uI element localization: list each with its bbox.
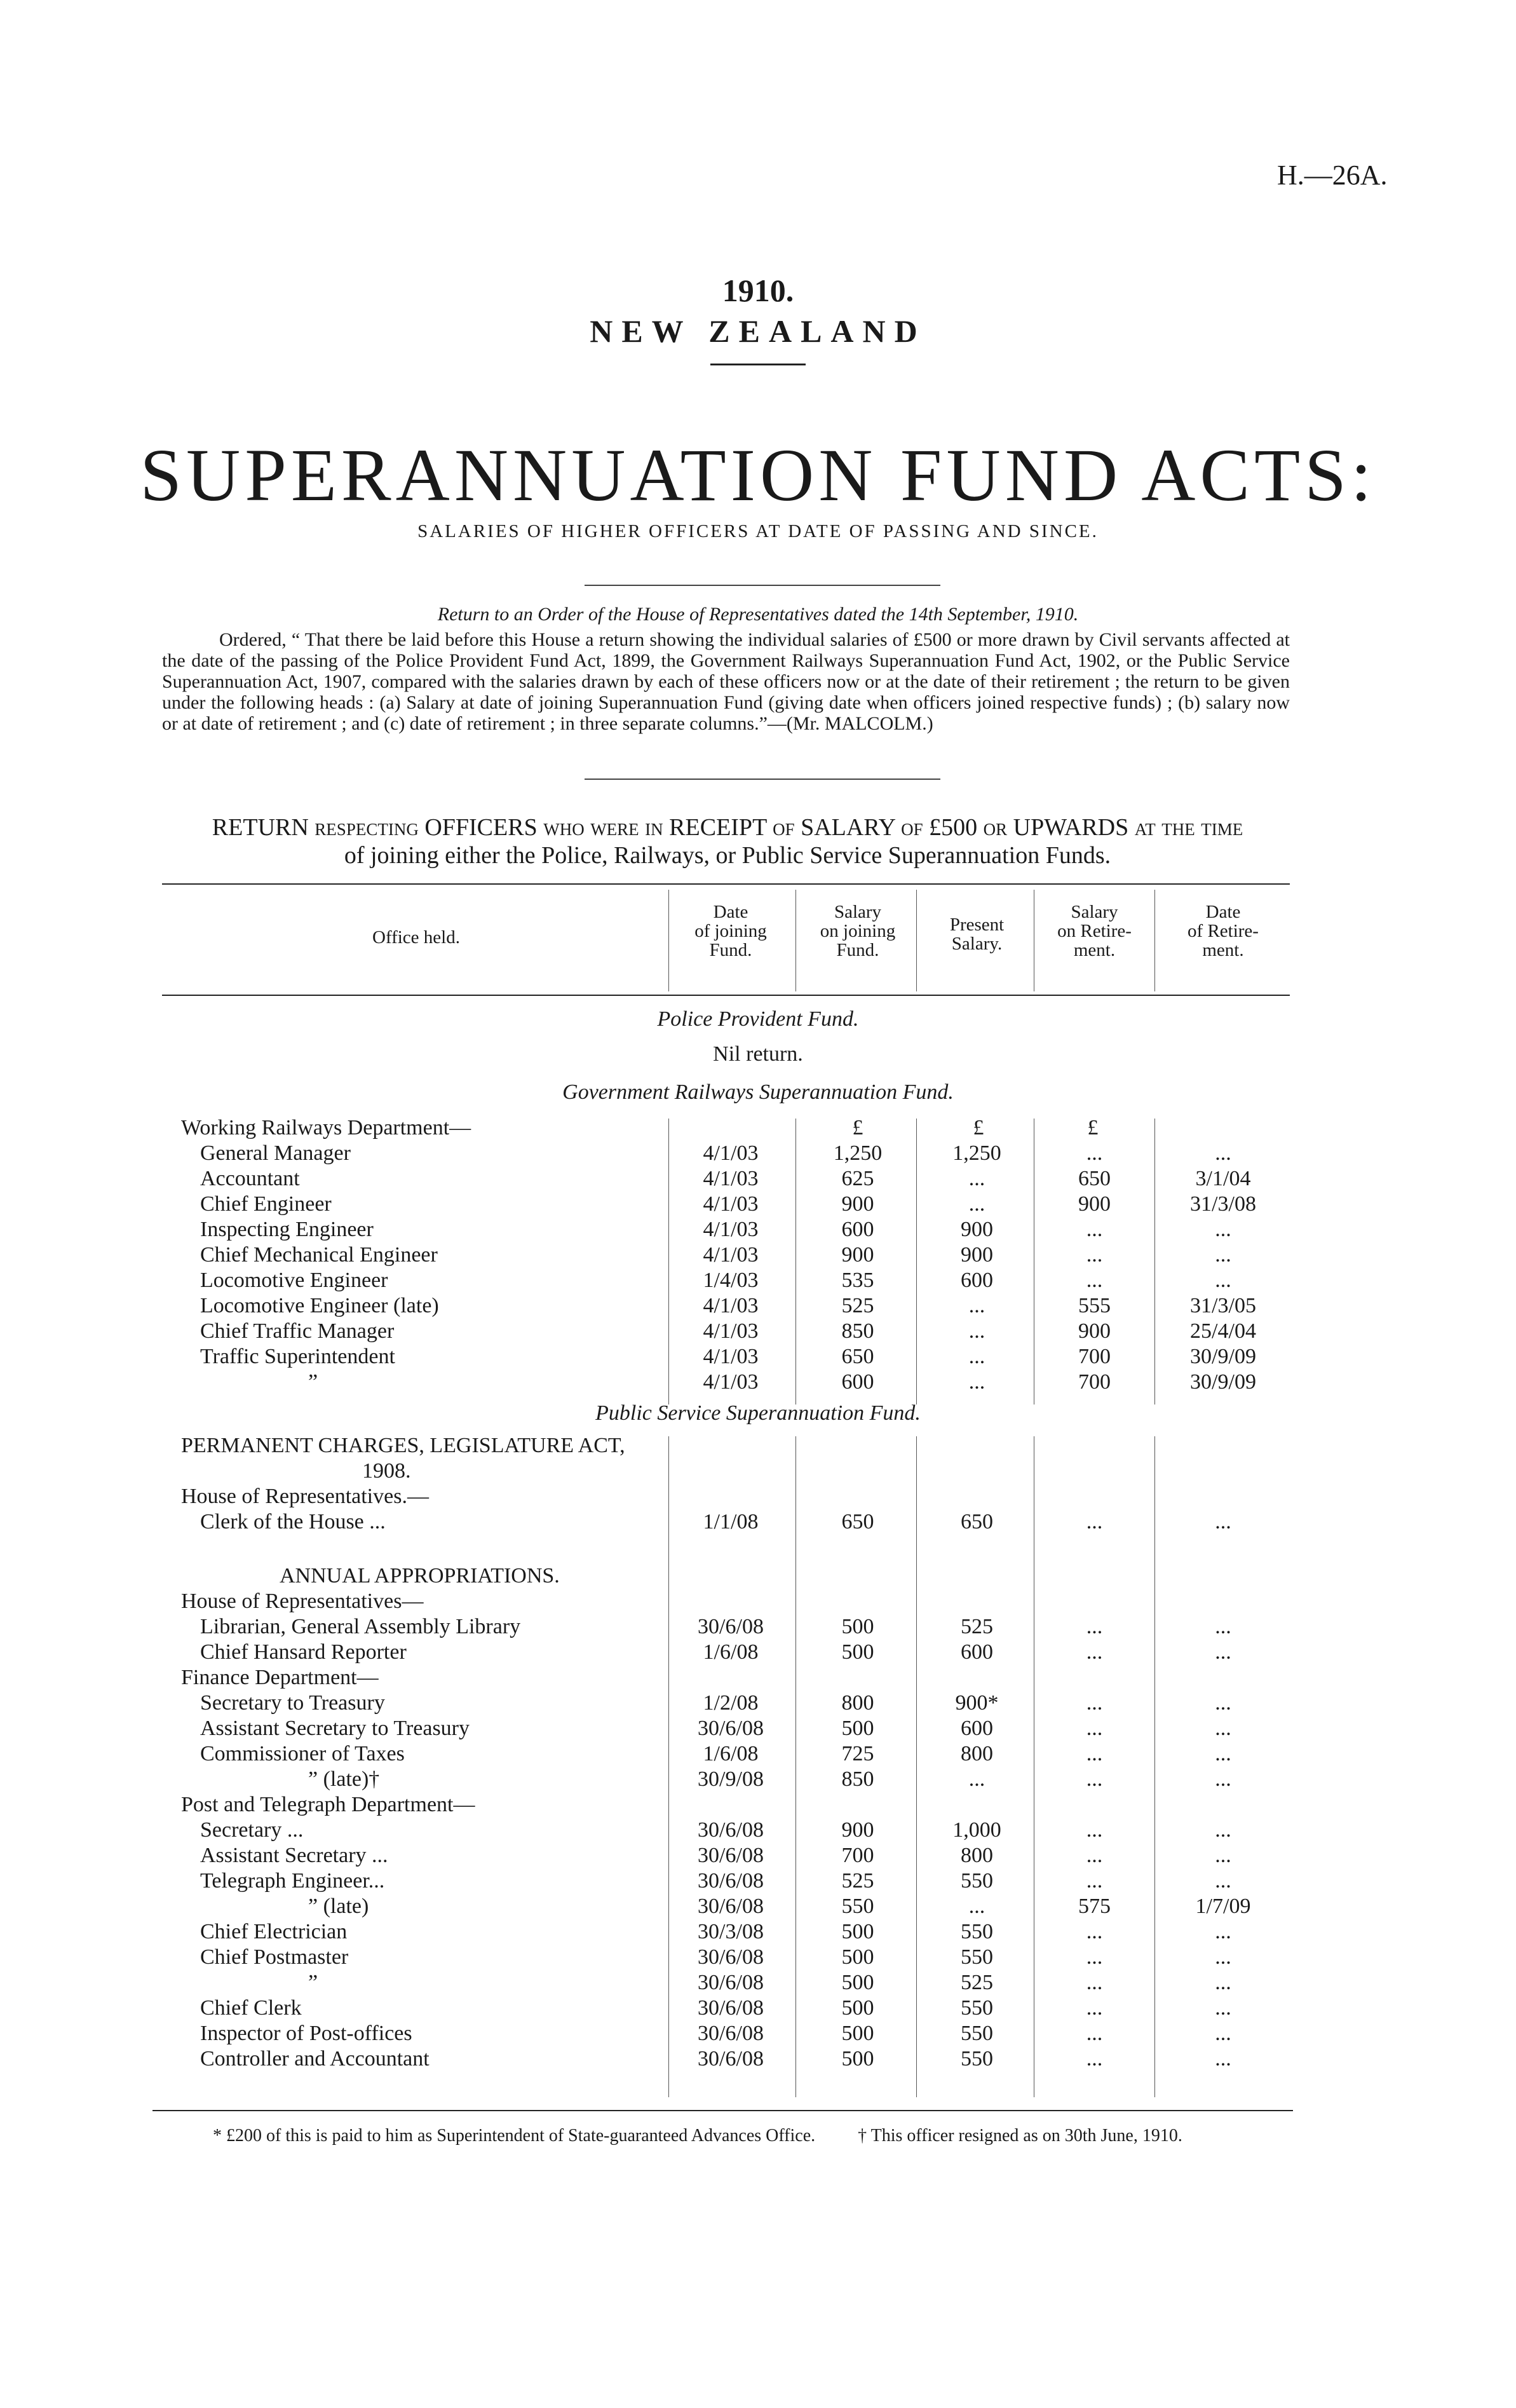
cell-date-retirement: 3/1/04 [1195, 1167, 1251, 1190]
cell-salary-joining: 725 [841, 1742, 874, 1765]
cell-date-retirement: ... [1215, 1920, 1231, 1943]
cell-office-held: Chief Postmaster [200, 1945, 349, 1969]
cell-date-retirement: ... [1215, 2047, 1231, 2071]
cell-salary-retirement: ... [1086, 1717, 1103, 1740]
cell-present-salary: 600 [961, 1717, 993, 1740]
cell-salary-joining: 535 [841, 1269, 874, 1292]
currency-symbol: £ [973, 1116, 984, 1139]
cell-date-retirement: ... [1215, 1971, 1231, 1994]
cell-date-joining: 1/6/08 [703, 1640, 759, 1664]
cell-date-retirement: ... [1215, 1141, 1231, 1165]
cell-present-salary: 550 [961, 2047, 993, 2071]
cell-salary-retirement: ... [1086, 1920, 1103, 1943]
column-rule [668, 1436, 669, 2097]
cell-salary-joining: 500 [841, 1717, 874, 1740]
header-line: on joining [820, 921, 896, 941]
cell-office-held: Inspector of Post-offices [200, 2022, 412, 2045]
cell-salary-joining: 600 [841, 1218, 874, 1241]
cell-office-held: Telegraph Engineer... [200, 1869, 385, 1893]
cell-date-joining: 30/6/08 [698, 2047, 764, 2071]
cell-present-salary: 900 [961, 1243, 993, 1267]
header-line: Salary. [951, 934, 1003, 954]
col-header-present-salary [918, 915, 1036, 953]
cell-date-retirement: ... [1215, 1691, 1231, 1715]
cell-date-joining: 1/1/08 [703, 1510, 759, 1534]
footnote-rule [152, 2110, 1293, 2111]
cell-date-retirement: ... [1215, 1818, 1231, 1842]
cell-present-salary: 550 [961, 1996, 993, 2020]
cell-office-held: Assistant Secretary to Treasury [200, 1717, 470, 1740]
cell-salary-joining: 650 [841, 1345, 874, 1368]
cell-date-retirement: 30/9/09 [1190, 1345, 1256, 1368]
cell-date-retirement: ... [1215, 1269, 1231, 1292]
cell-office-held: Chief Engineer [200, 1192, 332, 1216]
cell-date-retirement: 30/9/09 [1190, 1370, 1256, 1394]
cell-salary-joining: 500 [841, 1920, 874, 1943]
cell-office-held: Traffic Superintendent [200, 1345, 395, 1368]
cell-salary-retirement: ... [1086, 1269, 1103, 1292]
cell-present-salary: ... [968, 1767, 985, 1791]
cell-salary-retirement: 555 [1078, 1294, 1111, 1317]
cell-office-held: ” (late)† [308, 1767, 380, 1791]
cell-date-retirement: ... [1215, 1869, 1231, 1893]
header-line: Salary [834, 902, 882, 922]
cell-date-joining: 30/9/08 [698, 1767, 764, 1791]
cell-office-held: ” [308, 1971, 318, 1994]
cell-present-salary: ... [968, 1370, 985, 1394]
cell-office-held: Chief Clerk [200, 1996, 302, 2020]
divider [710, 364, 806, 365]
cell-present-salary: 1,250 [952, 1141, 1001, 1165]
cell-salary-retirement: 650 [1078, 1167, 1111, 1190]
cell-salary-joining: 500 [841, 1640, 874, 1664]
cell-office-held: Locomotive Engineer [200, 1269, 388, 1292]
cell-salary-retirement: ... [1086, 1844, 1103, 1867]
cell-office-held: Commissioner of Taxes [200, 1742, 405, 1765]
cell-salary-joining: 850 [841, 1319, 874, 1343]
cell-salary-retirement: ... [1086, 1640, 1103, 1664]
currency-symbol: £ [1087, 1116, 1099, 1139]
cell-salary-joining: 650 [841, 1510, 874, 1534]
cell-office-held: Secretary ... [200, 1818, 304, 1842]
cell-salary-joining: 900 [841, 1192, 874, 1216]
cell-date-retirement: ... [1215, 1767, 1231, 1791]
cell-present-salary: 800 [961, 1742, 993, 1765]
cell-date-retirement: ... [1215, 1510, 1231, 1534]
cell-present-salary: 550 [961, 1869, 993, 1893]
cell-salary-retirement: 900 [1078, 1319, 1111, 1343]
cell-date-joining: 4/1/03 [703, 1370, 759, 1394]
cell-salary-joining: 900 [841, 1243, 874, 1267]
cell-date-retirement: 31/3/05 [1190, 1294, 1256, 1317]
header-line: ment. [1202, 940, 1244, 960]
footnote-2: † This officer resigned as on 30th June, 1910. [858, 2126, 1182, 2146]
cell-present-salary: ... [968, 1294, 985, 1317]
cell-date-retirement: 25/4/04 [1190, 1319, 1256, 1343]
cell-office-held: Clerk of the House ... [200, 1510, 386, 1534]
footnotes [162, 2126, 1290, 2146]
cell-date-joining: 30/6/08 [698, 1717, 764, 1740]
column-rule [1154, 1119, 1155, 1405]
cell-salary-retirement: ... [1086, 1141, 1103, 1165]
cell-salary-joining: 500 [841, 2047, 874, 2071]
cell-date-joining: 30/6/08 [698, 1818, 764, 1842]
cell-date-joining: 4/1/03 [703, 1319, 759, 1343]
cell-salary-retirement: ... [1086, 1615, 1103, 1638]
cell-present-salary: 1,000 [952, 1818, 1001, 1842]
cell-office-held: Librarian, General Assembly Library [200, 1615, 521, 1638]
cell-present-salary: ... [968, 1167, 985, 1190]
col-header-salary-retirement [1036, 902, 1153, 960]
cell-present-salary: 900 [961, 1218, 993, 1241]
police-nil-return: Nil return. [713, 1042, 803, 1066]
cell-salary-joining: 525 [841, 1869, 874, 1893]
cell-office-held: Chief Electrician [200, 1920, 348, 1943]
cell-office-held: Inspecting Engineer [200, 1218, 374, 1241]
cell-office-held: Chief Mechanical Engineer [200, 1243, 438, 1267]
col-header-office: Office held. [372, 927, 460, 948]
cell-present-salary: 900* [955, 1691, 999, 1715]
cell-date-joining: 30/6/08 [698, 1945, 764, 1969]
cell-date-joining: 1/2/08 [703, 1691, 759, 1715]
cell-date-joining: 30/6/08 [698, 1894, 764, 1918]
column-rule [668, 890, 669, 991]
cell-present-salary: 800 [961, 1844, 993, 1867]
cell-date-retirement: 31/3/08 [1190, 1192, 1256, 1216]
cell-salary-joining: 500 [841, 1615, 874, 1638]
cell-salary-retirement: ... [1086, 1742, 1103, 1765]
header-line: Fund. [836, 940, 879, 960]
header-line: ment. [1073, 940, 1116, 960]
cell-present-salary: 550 [961, 1945, 993, 1969]
return-title-line-2: of joining either the Police, Railways, or Public Service Superannuation Funds. [344, 842, 1111, 869]
cell-office-held: ” [308, 1370, 318, 1394]
divider [585, 779, 940, 780]
cell-present-salary: ... [968, 1192, 985, 1216]
cell-salary-joining: 1,250 [833, 1141, 883, 1165]
cell-date-joining: 4/1/03 [703, 1243, 759, 1267]
order-paragraph: Ordered, “ That there be laid before this House a return showing the individual salaries of £500 or more drawn by Civil servants affected at the date of the passing of the Police Provident Fund Act, 1899, the Government Railways Superannuation Fund Act, 1902, or the Public Service Superannuation Act, 1907, compared with the salaries drawn by each of these officers now or at the date of their retirement ; the return to be given under the following heads : (a) Salary at date of joining Superannuation Fund (giving date when officers joined respective funds) ; (b) salary now or at date of retirement ; and (c) date of retirement ; in three separate columns.”—(Mr. MALCOLM.) [162, 629, 1290, 734]
cell-salary-retirement: 700 [1078, 1370, 1111, 1394]
cell-salary-joining: 500 [841, 2022, 874, 2045]
cell-salary-retirement: ... [1086, 1971, 1103, 1994]
cell-date-retirement: ... [1215, 1218, 1231, 1241]
cell-date-joining: 30/6/08 [698, 2022, 764, 2045]
return-title-line-1: RETURN respecting OFFICERS who were in RECEIPT of SALARY of £500 or UPWARDS at the time [212, 814, 1243, 841]
cell-salary-retirement: ... [1086, 1510, 1103, 1534]
cell-salary-retirement: ... [1086, 1218, 1103, 1241]
cell-salary-retirement: ... [1086, 1869, 1103, 1893]
cell-salary-retirement: ... [1086, 1243, 1103, 1267]
cell-salary-joining: 800 [841, 1691, 874, 1715]
cell-salary-retirement: 575 [1078, 1894, 1111, 1918]
cell-office-held: Assistant Secretary ... [200, 1844, 388, 1867]
column-rule [668, 1119, 669, 1405]
cell-office-held: ” (late) [308, 1894, 369, 1918]
cell-date-retirement: ... [1215, 1717, 1231, 1740]
country-heading: NEW ZEALAND [590, 313, 926, 349]
header-line: of Retire- [1188, 921, 1259, 941]
cell-date-retirement: ... [1215, 1615, 1231, 1638]
cell-salary-joining: 900 [841, 1818, 874, 1842]
cell-salary-retirement: ... [1086, 2047, 1103, 2071]
cell-date-joining: 1/6/08 [703, 1742, 759, 1765]
cell-date-retirement: ... [1215, 1742, 1231, 1765]
house-reps-label: House of Representatives.— [181, 1485, 429, 1508]
header-line: of joining [694, 921, 767, 941]
cell-office-held: Chief Traffic Manager [200, 1319, 395, 1343]
column-rule [1154, 890, 1155, 991]
public-service-fund-heading: Public Service Superannuation Fund. [595, 1401, 921, 1425]
cell-date-joining: 30/3/08 [698, 1920, 764, 1943]
cell-date-retirement: ... [1215, 1844, 1231, 1867]
header-line: Date [1205, 902, 1241, 922]
cell-office-held: Controller and Accountant [200, 2047, 430, 2071]
cell-date-retirement: ... [1215, 1243, 1231, 1267]
cell-office-held: General Manager [200, 1141, 351, 1165]
cell-date-retirement: ... [1215, 2022, 1231, 2045]
cell-date-joining: 4/1/03 [703, 1218, 759, 1241]
cell-salary-joining: 850 [841, 1767, 874, 1791]
cell-date-joining: 4/1/03 [703, 1345, 759, 1368]
cell-office-held: Locomotive Engineer (late) [200, 1294, 439, 1317]
cell-salary-retirement: ... [1086, 1818, 1103, 1842]
cell-present-salary: 600 [961, 1640, 993, 1664]
railways-dept-label: Working Railways Department— [181, 1116, 471, 1139]
house-reps-label-2: House of Representatives— [181, 1589, 424, 1613]
cell-date-joining: 4/1/03 [703, 1167, 759, 1190]
cell-date-retirement: ... [1215, 1945, 1231, 1969]
col-header-date-joining [670, 902, 791, 960]
cell-date-joining: 30/6/08 [698, 1615, 764, 1638]
railways-fund-heading: Government Railways Superannuation Fund. [562, 1080, 954, 1104]
cell-salary-retirement: ... [1086, 1767, 1103, 1791]
cell-present-salary: 650 [961, 1510, 993, 1534]
order-text [162, 629, 1290, 734]
header-line: Date [713, 902, 748, 922]
cell-date-joining: 4/1/03 [703, 1294, 759, 1317]
cell-date-joining: 30/6/08 [698, 1844, 764, 1867]
cell-present-salary: 550 [961, 1920, 993, 1943]
document-year: 1910. [722, 273, 794, 308]
cell-present-salary: ... [968, 1894, 985, 1918]
cell-office-held: Chief Hansard Reporter [200, 1640, 407, 1664]
permanent-charges-label: PERMANENT CHARGES, LEGISLATURE ACT, [181, 1434, 625, 1457]
header-line: on Retire- [1057, 921, 1132, 941]
return-title [165, 813, 1290, 869]
cell-salary-joining: 550 [841, 1894, 874, 1918]
annual-appropriations-label: ANNUAL APPROPRIATIONS. [280, 1564, 560, 1588]
cell-salary-joining: 600 [841, 1370, 874, 1394]
page-reference: H.—26A. [1277, 160, 1388, 191]
column-rule [795, 1436, 796, 2097]
finance-dept-label: Finance Department— [181, 1666, 379, 1689]
cell-salary-joining: 500 [841, 1945, 874, 1969]
header-line: Fund. [709, 940, 752, 960]
cell-office-held: Accountant [200, 1167, 300, 1190]
column-rule [795, 890, 796, 991]
table-header-rule [162, 995, 1290, 996]
cell-salary-joining: 500 [841, 1996, 874, 2020]
cell-salary-joining: 500 [841, 1971, 874, 1994]
cell-date-joining: 30/6/08 [698, 1971, 764, 1994]
police-fund-heading: Police Provident Fund. [657, 1007, 859, 1031]
cell-salary-retirement: ... [1086, 1691, 1103, 1715]
cell-present-salary: 550 [961, 2022, 993, 2045]
cell-salary-retirement: 700 [1078, 1345, 1111, 1368]
cell-salary-retirement: ... [1086, 2022, 1103, 2045]
cell-date-joining: 4/1/03 [703, 1141, 759, 1165]
cell-date-retirement: ... [1215, 1996, 1231, 2020]
cell-present-salary: 525 [961, 1615, 993, 1638]
header-line: Present [949, 915, 1005, 935]
cell-date-joining: 30/6/08 [698, 1869, 764, 1893]
order-heading: Return to an Order of the House of Representatives dated the 14th September, 1910. [437, 604, 1079, 625]
document-subtitle: SALARIES OF HIGHER OFFICERS AT DATE OF PASSING AND SINCE. [417, 521, 1099, 541]
post-dept-label: Post and Telegraph Department— [181, 1793, 475, 1816]
column-rule [1154, 1436, 1155, 2097]
column-rule [795, 1119, 796, 1405]
cell-date-joining: 4/1/03 [703, 1192, 759, 1216]
footnote-1: * £200 of this is paid to him as Superintendent of State-guaranteed Advances Office. [213, 2126, 816, 2146]
cell-date-joining: 30/6/08 [698, 1996, 764, 2020]
document-title: SUPERANNUATION FUND ACTS: [140, 433, 1376, 517]
header-line: Salary [1071, 902, 1118, 922]
cell-salary-retirement: ... [1086, 1945, 1103, 1969]
cell-date-retirement: ... [1215, 1640, 1231, 1664]
cell-date-retirement: 1/7/09 [1195, 1894, 1251, 1918]
column-rule [916, 890, 917, 991]
cell-salary-joining: 525 [841, 1294, 874, 1317]
cell-salary-retirement: ... [1086, 1996, 1103, 2020]
cell-present-salary: ... [968, 1345, 985, 1368]
table-top-rule [162, 883, 1290, 885]
cell-present-salary: 525 [961, 1971, 993, 1994]
col-header-salary-joining [797, 902, 918, 960]
divider [585, 585, 940, 586]
cell-date-joining: 1/4/03 [703, 1269, 759, 1292]
currency-symbol: £ [852, 1116, 863, 1139]
col-header-date-retirement [1156, 902, 1290, 960]
cell-salary-joining: 700 [841, 1844, 874, 1867]
cell-office-held: Secretary to Treasury [200, 1691, 385, 1715]
permanent-charges-year: 1908. [362, 1459, 411, 1483]
cell-present-salary: 600 [961, 1269, 993, 1292]
cell-salary-retirement: 900 [1078, 1192, 1111, 1216]
cell-present-salary: ... [968, 1319, 985, 1343]
cell-salary-joining: 625 [841, 1167, 874, 1190]
